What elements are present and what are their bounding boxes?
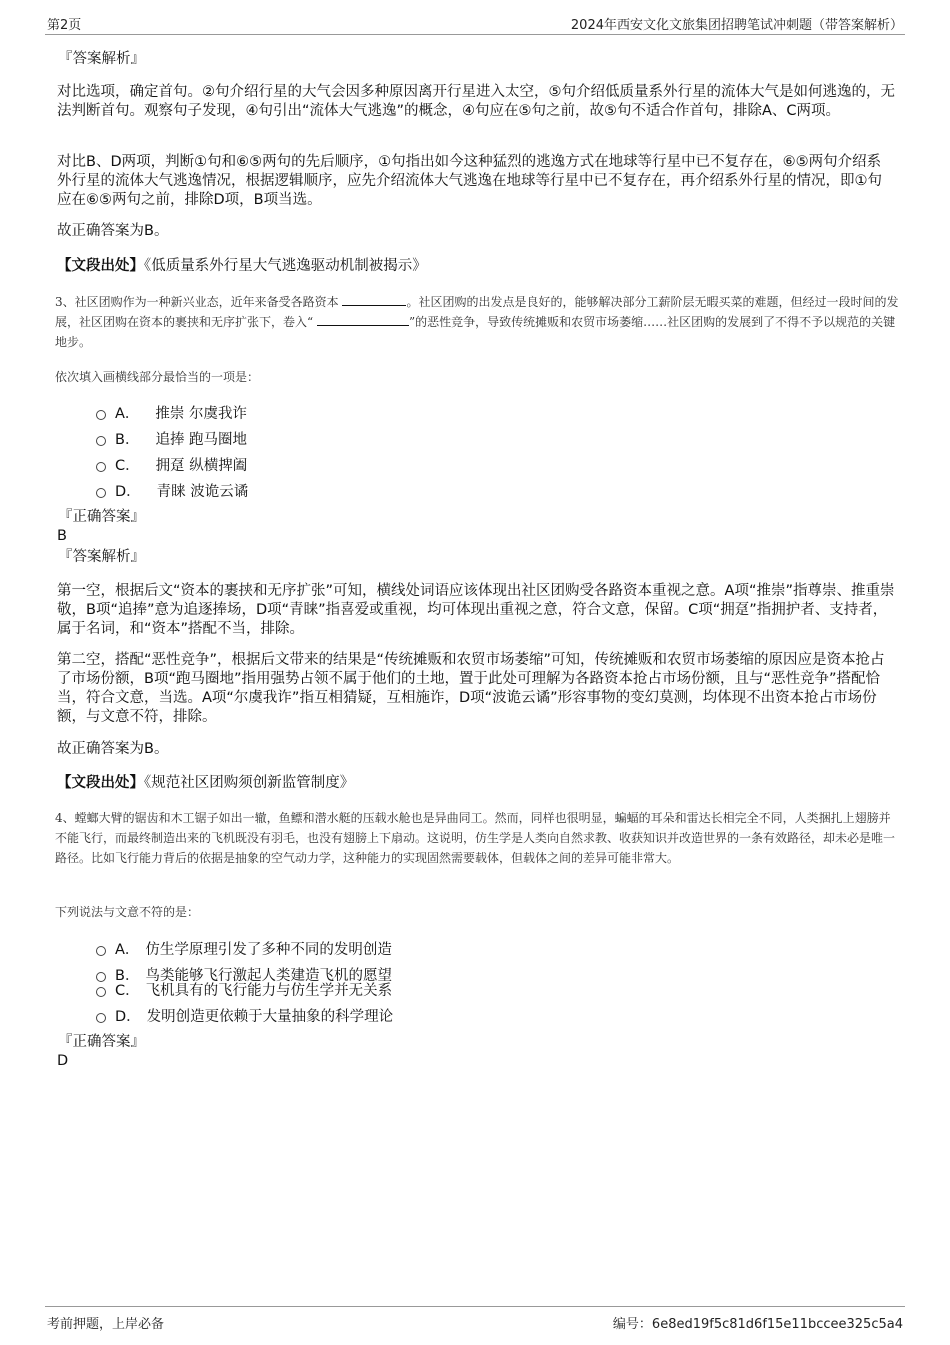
radio-icon[interactable] <box>96 946 106 956</box>
option-d[interactable]: D． 青睐 波诡云谲 <box>96 480 248 501</box>
analysis-label: 『答案解析』 <box>58 51 145 67</box>
source-label: 【文段出处】 <box>57 258 144 274</box>
question-3-text: 3、社区团购作为一种新兴业态，近年来备受各路资本 。社区团购的出发点是良好的，能够解决部分工薪阶层无暇买菜的难题，但经过一段时间的发展，社区团购在资本的裹挟和无序扩张下，卷入“ ”的恶性竞争，导致传统摊贩和农贸市场萎缩……社区团购的发展到了不得不予以规范的关键地步。 <box>55 295 899 349</box>
source-label: 【文段出处】 <box>57 775 144 791</box>
page-number: 第2页 <box>47 18 82 33</box>
option-a[interactable]: A． 推崇 尔虞我诈 <box>96 402 247 423</box>
radio-icon[interactable] <box>96 987 106 997</box>
answer-label: 『正确答案』 <box>58 509 145 525</box>
analysis-paragraph: 第二空，搭配“恶性竞争”，根据后文带来的结果是“传统摊贩和农贸市场萎缩”可知，传统摊贩和农贸市场萎缩的原因应是资本抢占了市场份额，B项“跑马圈地”指用强势占领不属于他们的土地，置于此处可理解为各路资本抢占市场份额，且与“恶性竞争”搭配恰当，符合文意，当选。A项“尔虞我诈”指互相猜疑，互相施诈，D项“波诡云谲”形容事物的变幻莫测，均体现不出资本抢占市场份额，与文意不符，排除。 <box>57 652 885 725</box>
page-footer <box>45 1306 905 1331</box>
conclusion: 故正确答案为B。 <box>57 223 169 239</box>
question-prompt: 下列说法与文意不符的是： <box>55 905 200 919</box>
page-header <box>45 12 905 35</box>
footer-slogan: 考前押题，上岸必备 <box>47 1317 165 1332</box>
fill-blank <box>342 293 406 306</box>
document-id: 编号：6e8ed19f5c81d6f15e11bccee325c5a4 <box>612 1317 903 1332</box>
option-a[interactable]: A． 仿生学原理引发了多种不同的发明创造 <box>96 938 392 959</box>
analysis-label: 『答案解析』 <box>58 549 145 565</box>
answer-label: 『正确答案』 <box>58 1034 145 1050</box>
document-title: 2024年西安文化文旅集团招聘笔试冲刺题（带答案解析） <box>570 18 903 33</box>
option-d[interactable]: D． 发明创造更依赖于大量抽象的科学理论 <box>96 1005 393 1026</box>
radio-icon[interactable] <box>96 410 106 420</box>
source-line <box>57 257 427 276</box>
radio-icon[interactable] <box>96 1013 106 1023</box>
option-b[interactable]: B． 追捧 跑马圈地 <box>96 428 247 449</box>
source-title: 《低质量系外行星大气逃逸驱动机制被揭示》 <box>144 258 427 274</box>
radio-icon[interactable] <box>96 462 106 472</box>
answer-value: D <box>57 1053 69 1069</box>
answer-value: B <box>57 528 67 544</box>
conclusion: 故正确答案为B。 <box>57 741 169 757</box>
analysis-paragraph: 对比选项，确定首句。②句介绍行星的大气会因多种原因离开行星进入太空，⑤句介绍低质量系外行星的流体大气是如何逃逸的，无法判断首句。观察句子发现，④句引出“流体大气逃逸”的概念，④句应在⑤句之前，故⑤句不适合作首句，排除A、C两项。 <box>57 84 895 119</box>
option-b[interactable]: B． 鸟类能够飞行激起人类建造飞机的愿望 <box>96 964 392 985</box>
option-c[interactable]: C． 飞机具有的飞行能力与仿生学并无关系 <box>96 979 392 1000</box>
analysis-paragraph: 第一空，根据后文“资本的裹挟和无序扩张”可知，横线处词语应该体现出社区团购受各路资本重视之意。A项“推崇”指尊崇、推重崇敬，B项“追捧”意为追逐捧场，D项“青睐”指喜爱或重视，均可体现出重视之意，符合文意，保留。C项“拥趸”指拥护者、支持者，属于名词，和“资本”搭配不当，排除。 <box>57 583 895 637</box>
radio-icon[interactable] <box>96 436 106 446</box>
source-title: 《规范社区团购须创新监管制度》 <box>144 775 355 791</box>
radio-icon[interactable] <box>96 488 106 498</box>
question-prompt: 依次填入画横线部分最恰当的一项是： <box>55 370 260 384</box>
option-c[interactable]: C． 拥趸 纵横捭阖 <box>96 454 247 475</box>
source-line <box>57 774 354 793</box>
question-4-text: 4、螳螂大臂的锯齿和木工锯子如出一辙，鱼鳔和潜水艇的压载水舱也是异曲同工。然而，同样也很明显，蝙蝠的耳朵和雷达长相完全不同，人类捆扎上翅膀并不能飞行，而最终制造出来的飞机既没有羽毛，也没有翅膀上下扇动。这说明，仿生学是人类向自然求教、收获知识并改造世界的一条有效路径，却未必是唯一路径。比如飞行能力背后的依据是抽象的空气动力学，这种能力的实现固然需要载体，但载体之间的差异可能非常大。 <box>55 811 896 865</box>
analysis-paragraph: 对比B、D两项，判断①句和⑥⑤两句的先后顺序，①句指出如今这种猛烈的逃逸方式在地球等行星中已不复存在，⑥⑤两句介绍系外行星的流体大气逃逸情况，根据逻辑顺序，应先介绍流体大气逃逸在地球等行星中已不复存在，再介绍系外行星的情况，即①句应在⑥⑤两句之前，排除D项，B项当选。 <box>57 154 882 208</box>
fill-blank <box>317 313 409 326</box>
